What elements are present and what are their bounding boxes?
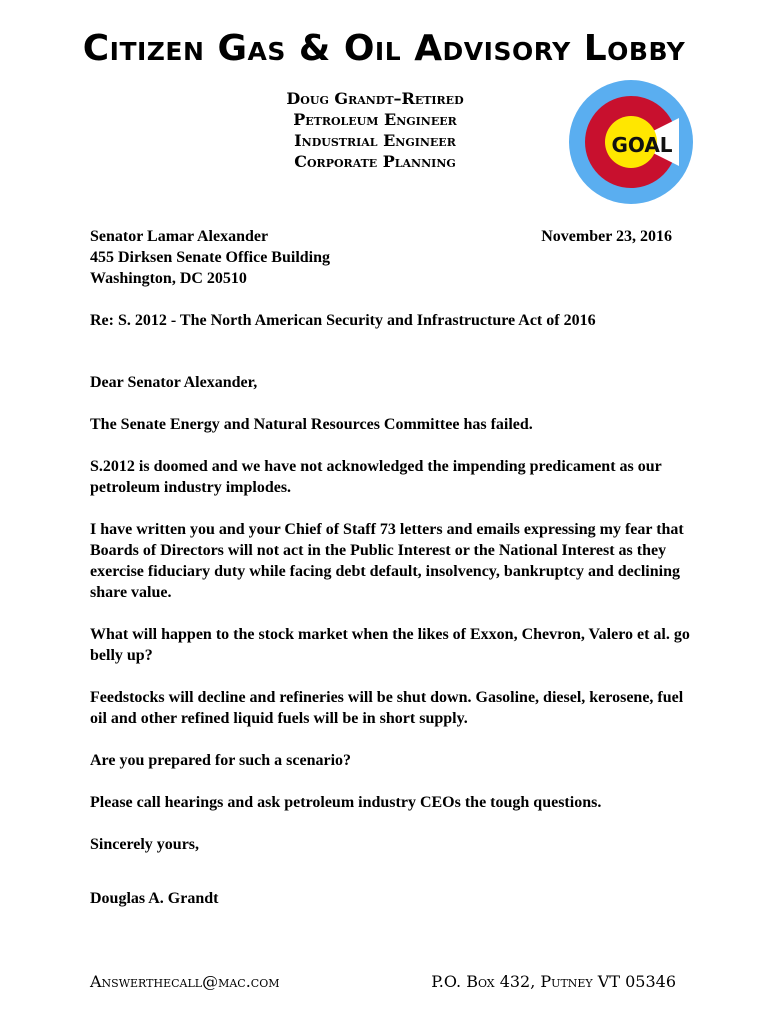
paragraph: What will happen to the stock market when the likes of Exxon, Chevron, Valero et al. go belly up? (90, 626, 690, 664)
bio-line-name: Doug Grandt–Retired (286, 89, 464, 108)
paragraph: I have written you and your Chief of Staff 73 letters and emails expressing my fear that Boards of Directors will not act in the Public Interest or the National Interest as they exercise fiduciary duty while facing debt default, insolvency, bankruptcy and declining share value. (90, 521, 684, 601)
paragraph: Are you prepared for such a scenario? (90, 752, 352, 769)
recipient-name: Senator Lamar Alexander (90, 228, 269, 245)
bio-line-title: Corporate Planning (294, 152, 456, 171)
recipient-street: 455 Dirksen Senate Office Building (90, 249, 331, 266)
footer-address: P.O. Box 432, Putney VT 05346 (431, 972, 676, 991)
goal-logo (569, 80, 693, 204)
address-block (90, 226, 690, 289)
paragraph: The Senate Energy and Natural Resources Committee has failed. (90, 416, 533, 433)
paragraph: S.2012 is doomed and we have not acknowledged the impending predicament as our petroleum industry implodes. (90, 458, 662, 496)
subject-line: Re: S. 2012 - The North American Security and Infrastructure Act of 2016 (90, 312, 596, 329)
paragraph: Feedstocks will decline and refineries will be shut down. Gasoline, diesel, kerosene, fuel oil and other refined liquid fuels will be in short supply. (90, 689, 684, 727)
salutation: Dear Senator Alexander, (90, 374, 258, 391)
footer-email[interactable]: Answerthecall@mac.com (90, 972, 280, 991)
organization-title: Citizen Gas & Oil Advisory Lobby (82, 28, 686, 69)
bio-line-title: Petroleum Engineer (293, 110, 457, 129)
bio-line-title: Industrial Engineer (294, 131, 456, 150)
letter-date: November 23, 2016 (541, 228, 672, 245)
letter-body (90, 226, 690, 909)
signature: Douglas A. Grandt (90, 890, 219, 907)
closing: Sincerely yours, (90, 836, 200, 853)
recipient-city: Washington, DC 20510 (90, 270, 247, 287)
logo-text: GOAL (611, 133, 673, 157)
paragraph: Please call hearings and ask petroleum industry CEOs the tough questions. (90, 794, 602, 811)
author-bio (245, 88, 505, 172)
